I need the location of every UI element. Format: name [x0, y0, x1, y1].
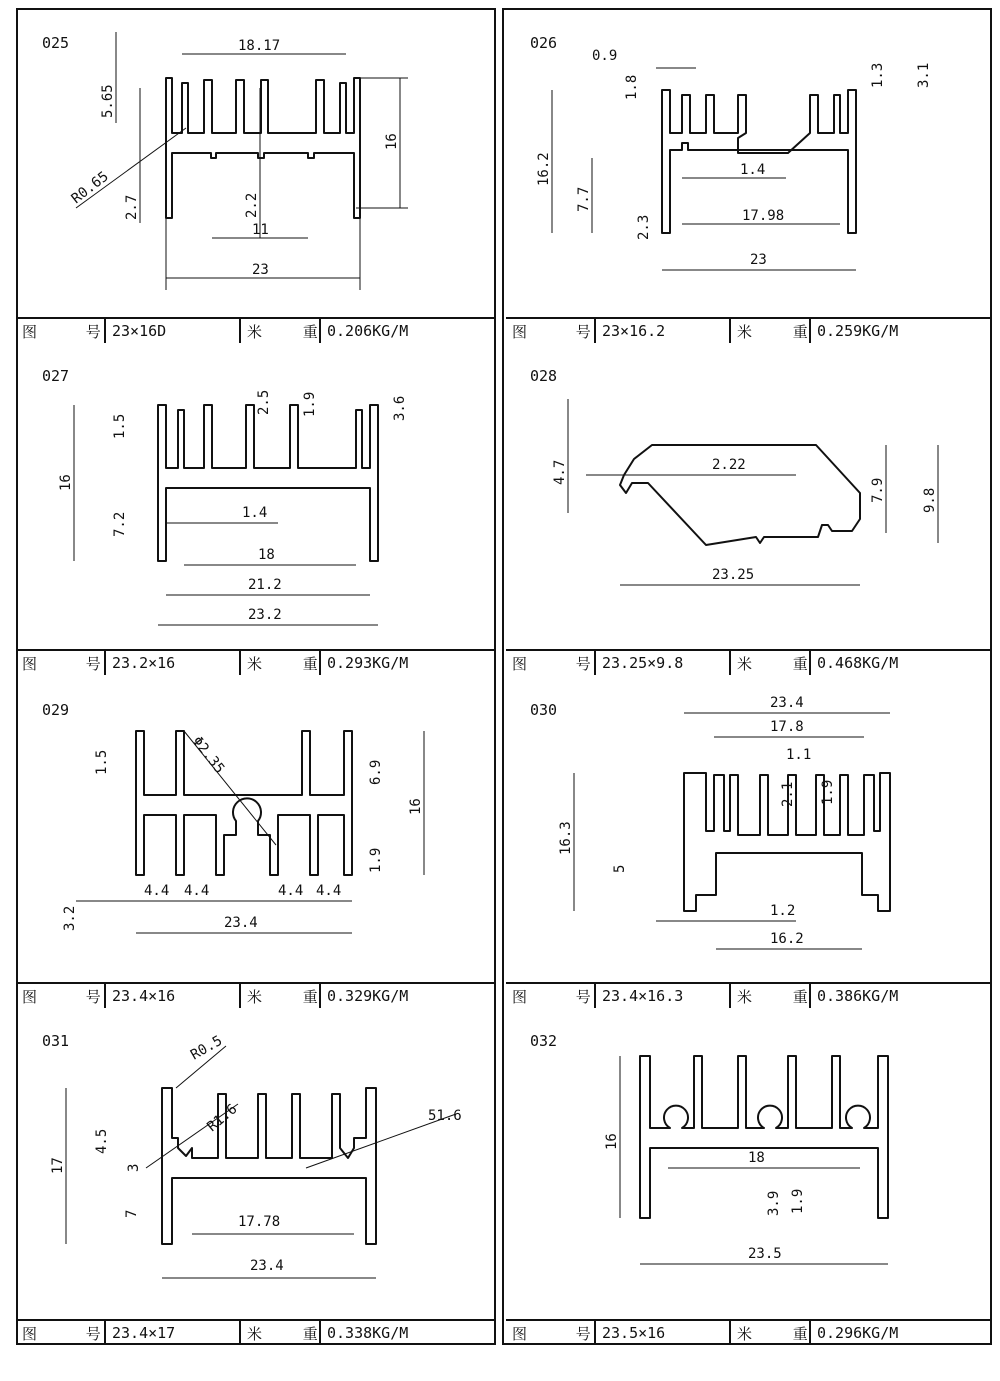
dim-label: 23.4: [224, 915, 258, 931]
dim-label: 16.2: [536, 152, 552, 186]
dim-label: 7: [124, 1209, 140, 1218]
drawing-number: 031: [42, 1032, 70, 1050]
panel-025: [16, 8, 496, 343]
label-drawing-number: 图 号: [16, 651, 106, 675]
weight-per-meter: 0.468KG/M: [817, 654, 899, 672]
dim-label: 3.6: [392, 395, 408, 421]
dim-label: 4.4: [184, 883, 210, 899]
dim-label: 1.8: [624, 74, 640, 100]
model-size: 23.5×16: [596, 1321, 731, 1345]
dim-label: 2.7: [124, 194, 140, 220]
weight-per-meter: 0.206KG/M: [327, 322, 409, 340]
heatsink-profile: [640, 1056, 888, 1218]
spec-row: [506, 982, 992, 1008]
label-drawing-number: 图 号: [16, 1321, 106, 1345]
profile-drawing: [506, 1008, 992, 1321]
dim-label: 3.1: [916, 62, 932, 88]
label-weight: 米 重: [241, 984, 321, 1008]
profile-drawing: [506, 343, 992, 651]
dim-label: 16: [604, 1133, 620, 1150]
dim-label: 1.9: [790, 1188, 806, 1214]
dim-label: 18.17: [238, 38, 281, 54]
dim-label: 17.8: [770, 719, 804, 735]
label-drawing-number: 图 号: [16, 984, 106, 1008]
drawing-number: 032: [530, 1032, 558, 1050]
dim-label: 3.2: [62, 905, 78, 931]
dim-label: 4.7: [552, 459, 568, 485]
spec-row: [506, 649, 992, 675]
drawing-number: 029: [42, 701, 70, 719]
drawing-number: 026: [530, 34, 558, 52]
dim-label: 1.2: [770, 903, 796, 919]
dim-label: 5: [612, 864, 628, 873]
dim-label: 6.9: [368, 759, 384, 785]
dim-label: 2.22: [712, 457, 746, 473]
panel-028: [506, 343, 992, 675]
panel-026: [506, 8, 992, 343]
dim-label: 1.9: [820, 779, 836, 805]
label-drawing-number: 图 号: [506, 319, 596, 343]
dim-label: 4.4: [144, 883, 170, 899]
spec-row: [16, 982, 496, 1008]
dim-label: 0.9: [592, 48, 618, 64]
dim-label: 17: [50, 1157, 66, 1174]
dim-label: 23.4: [770, 695, 804, 711]
spec-row: [16, 1319, 496, 1345]
dim-label: 16: [58, 474, 74, 491]
dim-label: 23.25: [712, 567, 755, 583]
spec-row: [16, 317, 496, 343]
dim-label: 1.5: [94, 749, 110, 775]
panel-030: [506, 675, 992, 1008]
profile-drawing: [16, 343, 496, 651]
model-size: 23.4×17: [106, 1321, 241, 1345]
dim-label: 5.65: [100, 84, 116, 118]
dim-label: 1.5: [112, 413, 128, 439]
label-weight: 米 重: [731, 984, 811, 1008]
weight-per-meter: 0.329KG/M: [327, 987, 409, 1005]
label-weight: 米 重: [241, 1321, 321, 1345]
model-size: 23.4×16: [106, 984, 241, 1008]
dim-label: 1.4: [242, 505, 268, 521]
dim-label: 11: [252, 222, 269, 238]
spec-row: [16, 649, 496, 675]
label-drawing-number: 图 号: [16, 319, 106, 343]
dim-label: 23.4: [250, 1258, 284, 1274]
dim-label: 16.3: [558, 821, 574, 855]
drawing-number: 027: [42, 367, 70, 385]
model-size: 23.2×16: [106, 651, 241, 675]
panel-031: [16, 1008, 496, 1345]
panel-032: [506, 1008, 992, 1345]
dim-label: 1.4: [740, 162, 766, 178]
model-size: 23×16D: [106, 319, 241, 343]
dim-label: 16: [384, 133, 400, 150]
label-weight: 米 重: [731, 319, 811, 343]
weight-per-meter: 0.259KG/M: [817, 322, 899, 340]
dim-label: 17.78: [238, 1214, 281, 1230]
profile-drawing: [506, 8, 992, 319]
model-size: 23×16.2: [596, 319, 731, 343]
dim-label: 1.9: [368, 847, 384, 873]
drawing-number: 030: [530, 701, 558, 719]
dim-label: R0.5: [188, 1032, 226, 1064]
dim-label: 16.2: [770, 931, 804, 947]
dim-label: 1.9: [302, 391, 318, 417]
weight-per-meter: 0.386KG/M: [817, 987, 899, 1005]
label-drawing-number: 图 号: [506, 1321, 596, 1345]
dim-label: 1.1: [786, 747, 812, 763]
dim-label: 23: [750, 252, 767, 268]
heatsink-profile: [136, 731, 352, 875]
dim-label: 51.6: [428, 1108, 462, 1124]
dim-label: 18: [258, 547, 275, 563]
dim-label: 17.98: [742, 208, 785, 224]
profile-drawing: [506, 675, 992, 984]
spec-row: [506, 317, 992, 343]
model-size: 23.25×9.8: [596, 651, 731, 675]
heatsink-profile: [158, 405, 378, 561]
dim-label: 2.1: [780, 781, 796, 807]
label-weight: 米 重: [731, 651, 811, 675]
drawing-number: 025: [42, 34, 70, 52]
dim-label: 3.9: [766, 1190, 782, 1216]
dim-label: 18: [748, 1150, 765, 1166]
drawing-number: 028: [530, 367, 558, 385]
dim-label: 7.2: [112, 511, 128, 537]
label-weight: 米 重: [241, 319, 321, 343]
dim-label: R1.6: [204, 1101, 241, 1136]
dim-label: 16: [408, 798, 424, 815]
dim-label: 4.5: [94, 1128, 110, 1154]
dim-label: 7.9: [870, 477, 886, 503]
dim-label: 3: [126, 1163, 142, 1172]
label-weight: 米 重: [241, 651, 321, 675]
label-weight: 米 重: [731, 1321, 811, 1345]
dim-label: R0.65: [68, 168, 112, 208]
label-drawing-number: 图 号: [506, 651, 596, 675]
dim-label: 21.2: [248, 577, 282, 593]
model-size: 23.4×16.3: [596, 984, 731, 1008]
dim-label: 23: [252, 262, 269, 278]
profile-drawing: [16, 1008, 496, 1321]
panel-029: [16, 675, 496, 1008]
profile-drawing: [16, 675, 496, 984]
profile-drawing: [16, 8, 496, 319]
dim-label: 2.3: [636, 214, 652, 240]
label-drawing-number: 图 号: [506, 984, 596, 1008]
weight-per-meter: 0.296KG/M: [817, 1324, 899, 1342]
dim-label: 2.5: [256, 389, 272, 415]
dim-label: 4.4: [278, 883, 304, 899]
weight-per-meter: 0.293KG/M: [327, 654, 409, 672]
panel-027: [16, 343, 496, 675]
dim-label: 4.4: [316, 883, 342, 899]
dim-label: 2.2: [244, 192, 260, 218]
heatsink-profile: [166, 78, 360, 218]
dim-label: Φ2.35: [188, 733, 228, 777]
dim-label: 1.3: [870, 62, 886, 88]
spec-row: [506, 1319, 992, 1345]
dim-label: 23.2: [248, 607, 282, 623]
dim-label: 7.7: [576, 186, 592, 212]
dim-label: 9.8: [922, 487, 938, 513]
weight-per-meter: 0.338KG/M: [327, 1324, 409, 1342]
dim-label: 23.5: [748, 1246, 782, 1262]
